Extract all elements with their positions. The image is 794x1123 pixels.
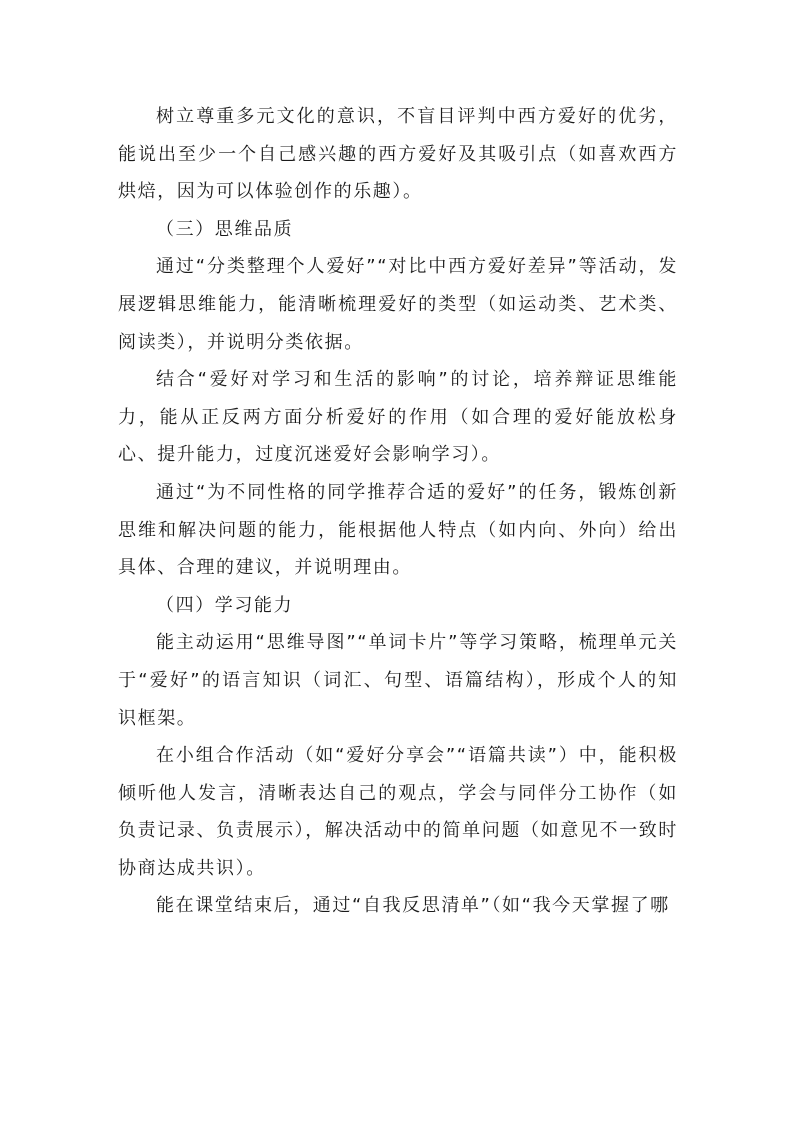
paragraph-logical-thinking: 通过“分类整理个人爱好”“对比中西方爱好差异”等活动，发展逻辑思维能力，能清晰梳理爱好的类型（如运动类、艺术类、阅读类），并说明分类依据。: [118, 256, 678, 353]
paragraph-creative-thinking: 通过“为不同性格的同学推荐合适的爱好”的任务，锻炼创新思维和解决问题的能力，能根据他人特点（如内向、外向）给出具体、合理的建议，并说明理由。: [118, 481, 678, 579]
section-heading-thinking-quality: （三）思维品质: [156, 218, 294, 240]
document-body: [118, 98, 678, 925]
paragraph-dialectical-thinking: 结合“爱好对学习和生活的影响”的讨论，培养辩证思维能力，能从正反两方面分析爱好的作用（如合理的爱好能放松身心、提升能力，过度沉迷爱好会影响学习）。: [118, 369, 678, 466]
paragraph-cultural-awareness: 树立尊重多元文化的意识，不盲目评判中西方爱好的优劣，能说出至少一个自己感兴趣的西方爱好及其吸引点（如喜欢西方烘焙，因为可以体验创作的乐趣）。: [118, 106, 678, 203]
paragraph-group-cooperation: 在小组合作活动（如“爱好分享会”“语篇共读”）中，能积极倾听他人发言，清晰表达自己的观点，学会与同伴分工协作（如负责记录、负责展示），解决活动中的简单问题（如意见不一致时协商达成共识）。: [118, 745, 678, 879]
paragraph-learning-strategies: 能主动运用“思维导图”“单词卡片”等学习策略，梳理单元关于“爱好”的语言知识（词汇、句型、语篇结构），形成个人的知识框架。: [118, 632, 678, 729]
section-heading-learning-ability: （四）学习能力: [156, 594, 294, 616]
paragraph-self-reflection: 能在课堂结束后，通过“自我反思清单”（如“我今天掌握了哪: [156, 895, 670, 917]
